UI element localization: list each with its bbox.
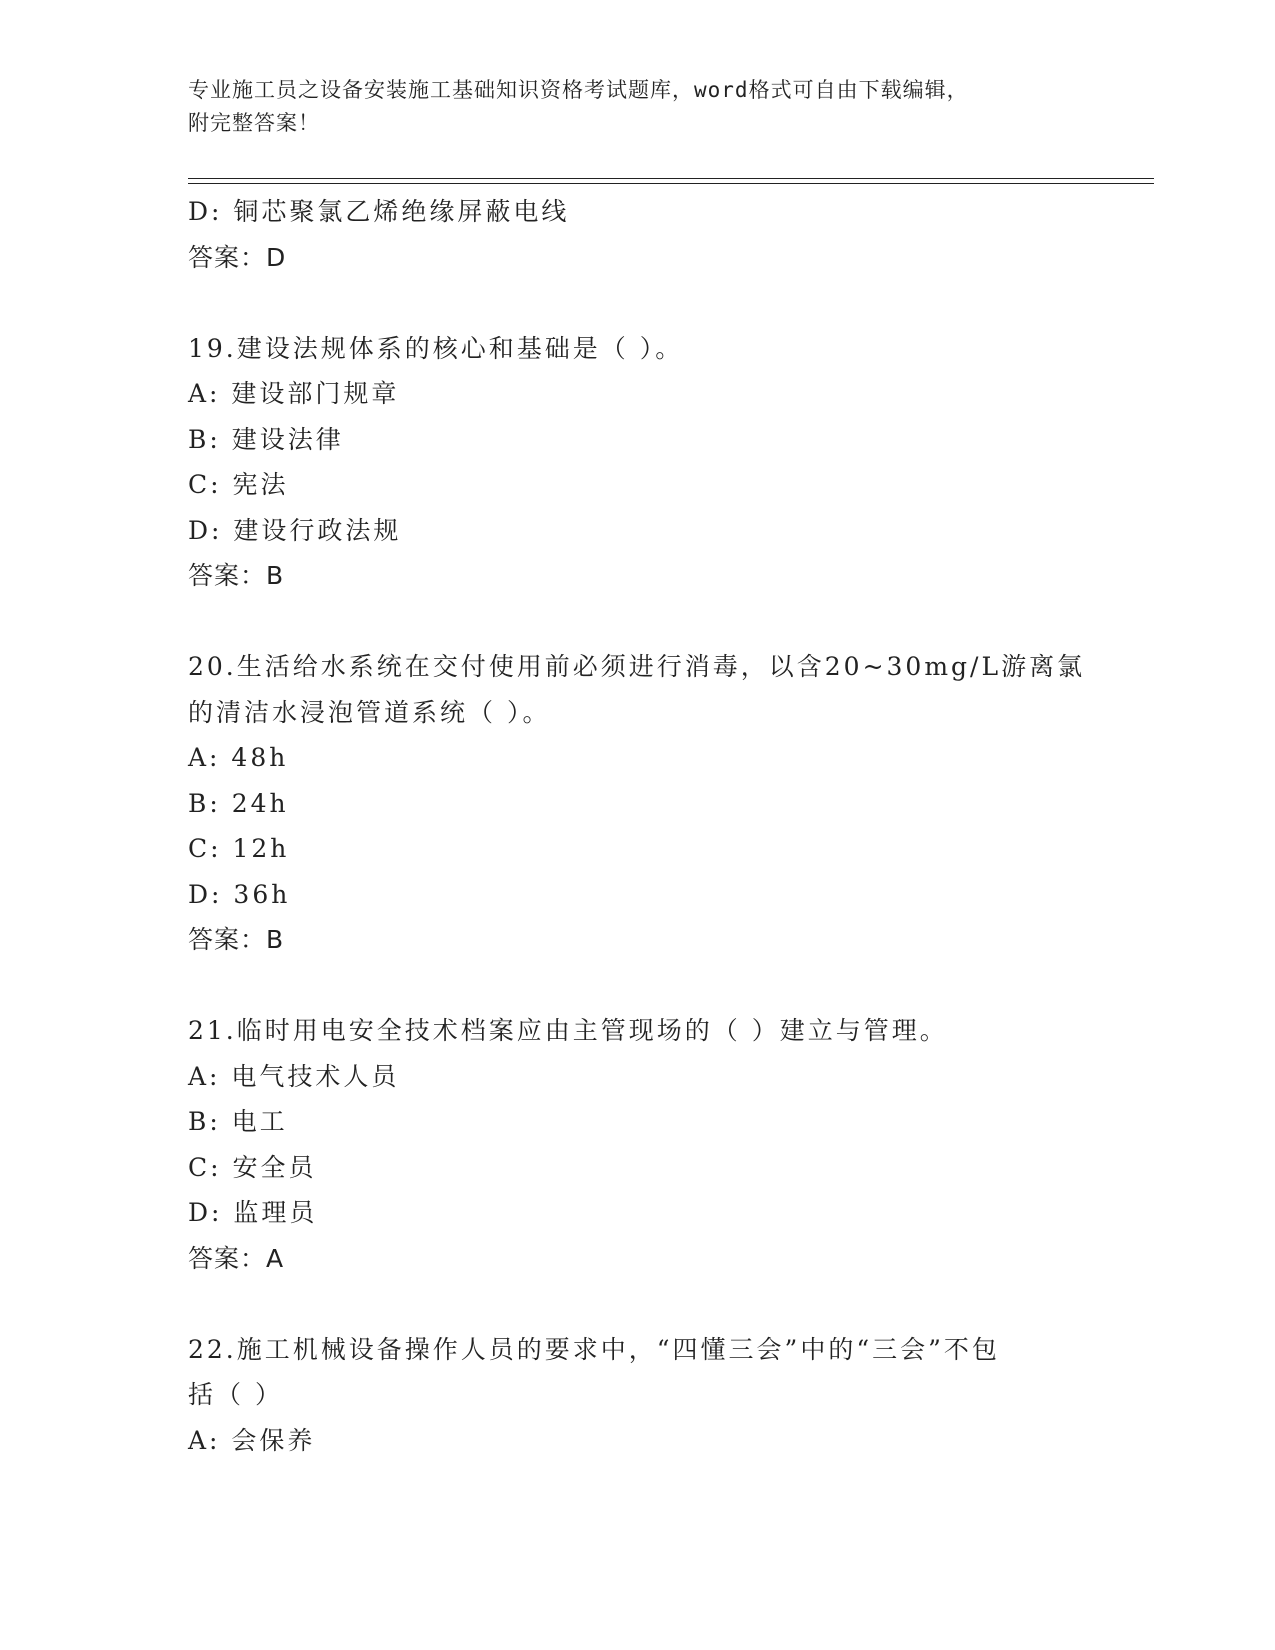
question-20-stem: 20.生活给水系统在交付使用前必须进行消毒，以含20~30mg/L游离氯: [188, 652, 1086, 681]
answer-line: 答案：B: [188, 561, 285, 590]
option-b: B: 电工: [188, 1107, 288, 1136]
option-c: C: 安全员: [188, 1152, 317, 1182]
spacer: [188, 1281, 1088, 1327]
document-header: [188, 74, 1068, 140]
option-d: D: 建设行政法规: [188, 515, 402, 545]
header-line-1: 专业施工员之设备安装施工基础知识资格考试题库，word格式可自由下载编辑，: [188, 78, 969, 102]
answer-line: 答案：B: [188, 925, 285, 954]
header-divider-top: [188, 178, 1154, 179]
spacer: [188, 599, 1088, 645]
question-list: [188, 189, 1088, 1463]
spacer: [188, 963, 1088, 1009]
question-22-stem: 22.施工机械设备操作人员的要求中，“四懂三会”中的“三会”不包: [188, 1334, 1000, 1364]
option-a: A: 电气技术人员: [188, 1061, 400, 1091]
option-b: B: 24h: [188, 788, 289, 818]
answer-line: 答案：D: [188, 242, 287, 272]
question-22-stem-cont: 括（ ）: [188, 1380, 283, 1409]
header-divider-bottom: [188, 183, 1154, 184]
spacer: [188, 280, 1088, 326]
option-d: D: 36h: [188, 879, 291, 909]
question-20-stem-cont: 的清洁水浸泡管道系统（ ）。: [188, 697, 551, 727]
question-19-stem: 19.建设法规体系的核心和基础是（ ）。: [188, 333, 684, 363]
option-d: D: 监理员: [188, 1198, 318, 1227]
option-b: B: 建设法律: [188, 424, 344, 454]
option-d: D: 铜芯聚氯乙烯绝缘屏蔽电线: [188, 197, 570, 226]
answer-line: 答案：A: [188, 1243, 285, 1273]
option-c: C: 宪法: [188, 470, 289, 499]
option-c: C: 12h: [188, 834, 290, 863]
option-a: A: 建设部门规章: [188, 379, 400, 408]
question-21-stem: 21.临时用电安全技术档案应由主管现场的（ ）建立与管理。: [188, 1016, 948, 1045]
option-a: A: 会保养: [188, 1425, 316, 1455]
header-line-2: 附完整答案！: [188, 111, 320, 135]
option-a: A: 48h: [188, 743, 289, 772]
